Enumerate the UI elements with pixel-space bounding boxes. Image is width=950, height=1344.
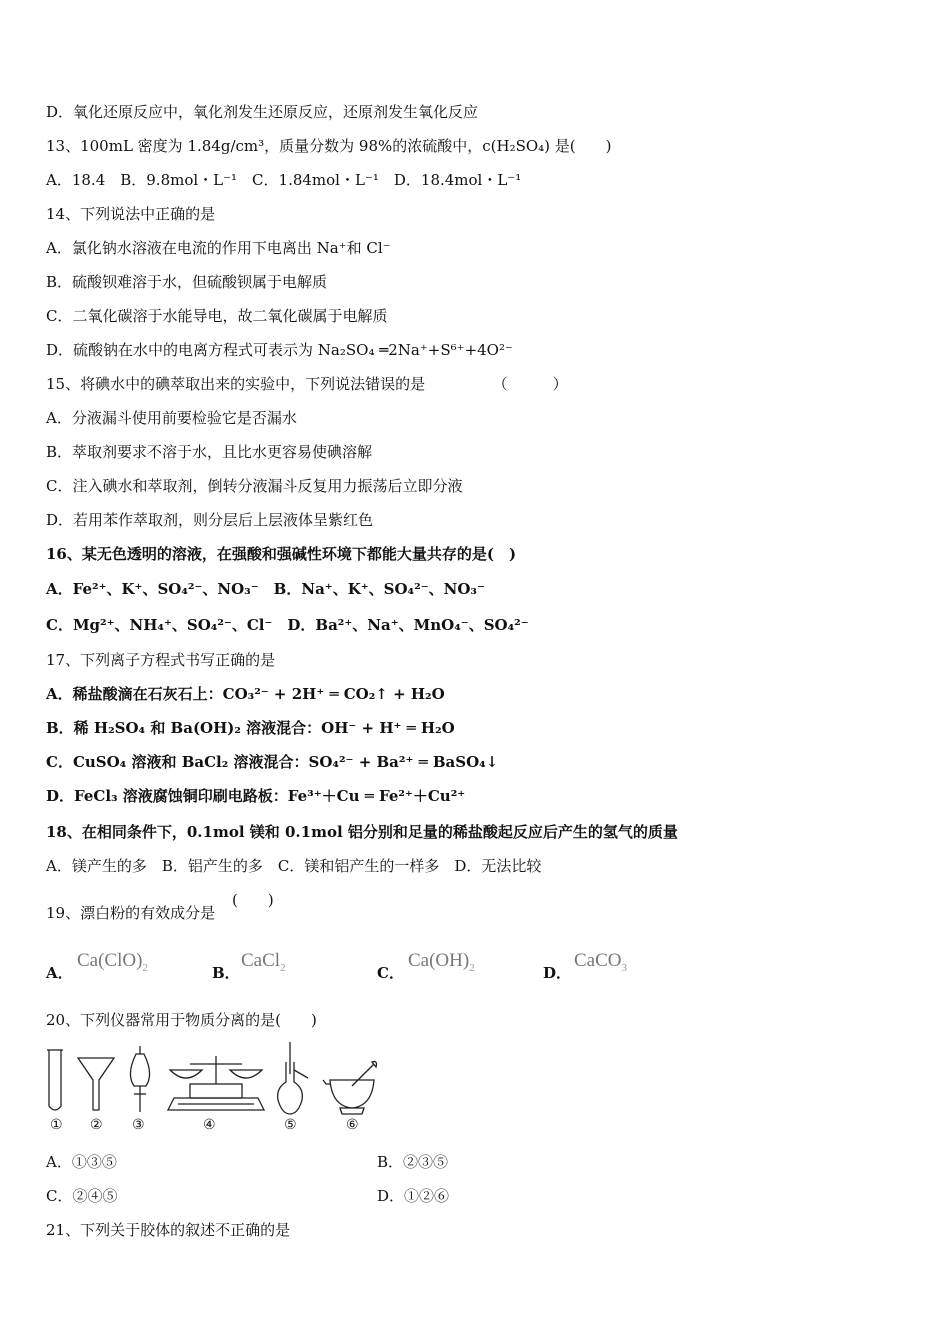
q20-option-a: A．①③⑤ [46, 1153, 117, 1171]
question-13-options: A．18.4 B．9.8mol・L⁻¹ C．1.84mol・L⁻¹ D．18.4mol・L⁻¹ [46, 171, 522, 189]
q19-option-b-formula [241, 950, 286, 972]
apparatus-label-2: ② [90, 1117, 103, 1133]
question-19: 19、漂白粉的有效成分是 [46, 904, 216, 922]
separatory-funnel-icon [130, 1046, 149, 1112]
question-16-options-ab: A．Fe²⁺、K⁺、SO₄²⁻、NO₃⁻ B．Na⁺、K⁺、SO₄²⁻、NO₃⁻ [46, 580, 485, 598]
question-13: 13、100mL 密度为 1.84g/cm³，质量分数为 98%的浓硫酸中，c(H₂SO₄) 是( ) [46, 137, 612, 155]
balance-scale-icon [168, 1056, 264, 1110]
question-17: 17、下列离子方程式书写正确的是 [46, 651, 276, 669]
apparatus-label-6: ⑥ [346, 1117, 359, 1133]
q20-option-b: B．②③⑤ [377, 1153, 449, 1171]
mortar-pestle-icon [323, 1062, 377, 1114]
apparatus-label-4: ④ [203, 1117, 216, 1133]
apparatus-label-3: ③ [132, 1117, 145, 1133]
question-14-option-c: C．二氧化碳溶于水能导电，故二氧化碳属于电解质 [46, 307, 388, 325]
apparatus-label-5: ⑤ [284, 1117, 297, 1133]
question-15-option-c: C．注入碘水和萃取剂，倒转分液漏斗反复用力振荡后立即分液 [46, 477, 463, 495]
q19-option-a-main: Ca(ClO) [77, 950, 143, 971]
q19-option-c-formula [408, 950, 475, 972]
question-15-option-a: A．分液漏斗使用前要检验它是否漏水 [46, 409, 297, 427]
q20-option-c: C．②④⑤ [46, 1187, 118, 1205]
q19-option-b-letter: B． [212, 964, 240, 982]
question-19-paren: ( ) [232, 891, 274, 909]
apparatus-label-1: ① [50, 1117, 63, 1133]
q20-option-d: D．①②⑥ [377, 1187, 450, 1205]
q19-option-c-letter: C． [377, 964, 404, 982]
test-tube-icon [47, 1050, 63, 1110]
question-16: 16、某无色透明的溶液，在强酸和强碱性环境下都能大量共存的是( ) [46, 545, 517, 563]
question-15: 15、将碘水中的碘萃取出来的实验中，下列说法错误的是 （ ） [46, 375, 568, 393]
question-14-option-a: A．氯化钠水溶液在电流的作用下电离出 Na⁺和 Cl⁻ [46, 239, 391, 257]
q19-option-a-formula [77, 950, 148, 972]
question-16-options-cd: C．Mg²⁺、NH₄⁺、SO₄²⁻、Cl⁻ D．Ba²⁺、Na⁺、MnO₄⁻、SO₄²⁻ [46, 616, 529, 634]
question-17-option-b: B．稀 H₂SO₄ 和 Ba(OH)₂ 溶液混合：OH⁻ + H⁺ ═ H₂O [46, 719, 455, 737]
question-17-option-c: C．CuSO₄ 溶液和 BaCl₂ 溶液混合：SO₄²⁻ + Ba²⁺ ═ BaSO₄↓ [46, 753, 499, 771]
question-15-option-d: D．若用苯作萃取剂，则分层后上层液体呈紫红色 [46, 511, 374, 529]
distillation-flask-icon [278, 1042, 308, 1114]
q19-option-b-main: CaCl [241, 950, 281, 971]
question-20: 20、下列仪器常用于物质分离的是( ) [46, 1011, 317, 1029]
option-d-line: D．氧化还原反应中，氧化剂发生还原反应，还原剂发生氧化反应 [46, 103, 479, 121]
question-14-option-b: B．硫酸钡难溶于水，但硫酸钡属于电解质 [46, 273, 328, 291]
q19-option-c-sub: 2 [469, 961, 475, 974]
question-17-option-a: A．稀盐酸滴在石灰石上：CO₃²⁻ + 2H⁺ ═ CO₂↑ + H₂O [46, 685, 445, 703]
question-18-options: A．镁产生的多 B．铝产生的多 C．镁和铝产生的一样多 D．无法比较 [46, 857, 542, 875]
question-17-option-d: D．FeCl₃ 溶液腐蚀铜印刷电路板：Fe³⁺＋Cu ═ Fe²⁺＋Cu²⁺ [46, 787, 466, 805]
question-21: 21、下列关于胶体的叙述不正确的是 [46, 1221, 291, 1239]
q19-option-a-sub: 2 [142, 961, 148, 974]
lab-apparatus-figure [40, 1040, 385, 1120]
question-14: 14、下列说法中正确的是 [46, 205, 216, 223]
q19-option-b-sub: 2 [280, 961, 286, 974]
q19-option-d-sub: 3 [621, 961, 627, 974]
q19-option-a-letter: A． [46, 964, 73, 982]
q19-option-d-formula [574, 950, 627, 972]
funnel-icon [78, 1058, 114, 1110]
question-15-option-b: B．萃取剂要求不溶于水，且比水更容易使碘溶解 [46, 443, 373, 461]
question-14-option-d: D．硫酸钠在水中的电离方程式可表示为 Na₂SO₄ ═2Na⁺+S⁶⁺+4O²⁻ [46, 341, 513, 359]
q19-option-d-letter: D． [543, 964, 572, 982]
question-18: 18、在相同条件下，0.1mol 镁和 0.1mol 铝分别和足量的稀盐酸起反应后产生的氢气的质量 [46, 823, 678, 841]
q19-option-c-main: Ca(OH) [408, 950, 470, 971]
q19-option-d-main: CaCO [574, 950, 622, 971]
